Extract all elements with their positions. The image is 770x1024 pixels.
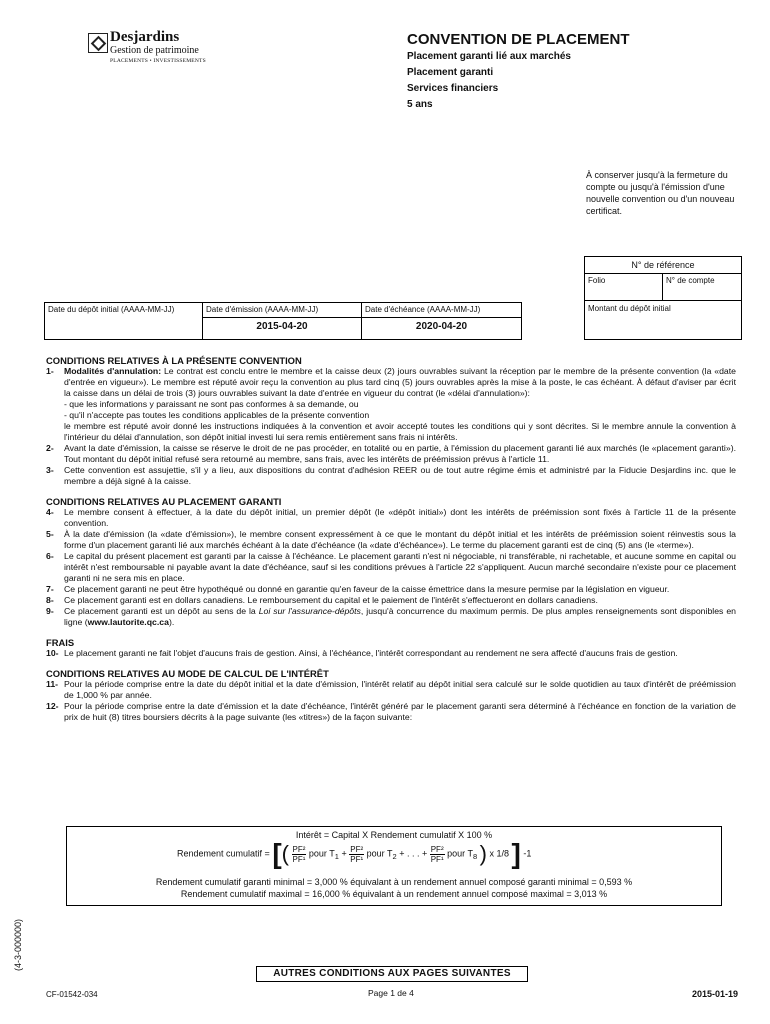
section-title-interet: CONDITIONS RELATIVES AU MODE DE CALCUL DE L'INTÉRÊT — [46, 668, 329, 679]
retention-note: À conserver jusqu'à la fermeture du compte ou jusqu'à l'émission d'une nouvelle convention ou d'un nouveau certificat. — [586, 170, 735, 216]
clause-number: 2- — [46, 443, 54, 453]
clause-number: 10- — [46, 648, 59, 658]
interest-formula: Intérêt = Capital X Rendement cumulatif X 100 % — [295, 830, 493, 840]
account-number-label: N° de compte — [666, 276, 715, 285]
issue-date-value: 2015-04-20 — [256, 321, 308, 332]
initial-deposit-date-field[interactable] — [44, 302, 203, 340]
maturity-date-field[interactable] — [362, 302, 522, 340]
clause-11-text: Pour la période comprise entre la date du dépôt initial et la date d'émission, l'intérêt relatif au dépôt initial sera calculé sur le solde quotidien au taux d'intérêt de préémission de 1,000 % par année. — [64, 679, 736, 700]
maturity-date-value: 2020-04-20 — [415, 321, 468, 332]
clause-10-text: Le placement garanti ne fait l'objet d'aucuns frais de gestion. Ainsi, à l'échéance, l'intérêt correspondant au rendement ne sera affecté d'aucuns frais de gestion. — [64, 648, 678, 658]
clause-9-text-c: ). — [168, 617, 175, 627]
side-form-code: (4-3-000000) — [13, 918, 24, 972]
folio-label: Folio — [588, 276, 606, 285]
clause-9-text-a: Ce placement garanti est un dépôt au sens de la — [64, 606, 259, 616]
clause-number: 5- — [46, 529, 54, 539]
clause-10 — [46, 648, 736, 659]
issue-date-field[interactable] — [203, 302, 362, 340]
clause-6 — [46, 551, 736, 584]
clause-5-text: À la date d'émission (la «date d'émission»), le membre consent expressément à ce que le montant du dépôt initial et les intérêts de préémission soient réinvestis sous la forme d'un placement garanti lié aux marchés échéant à la date d'échéance (la «date d'échéance»). Le terme du placement garanti est de cinq (5) ans (le «terme»). — [64, 529, 736, 550]
clause-3 — [46, 465, 736, 487]
document-subtitle-4: 5 ans — [407, 99, 433, 110]
clause-7-text: Ce placement garanti ne peut être hypothéqué ou donné en garantie qu'en faveur de la caisse émettrice dans la mesure permise par la législation en vigueur. — [64, 584, 670, 594]
clause-number: 9- — [46, 606, 54, 616]
form-id: CF-01542-034 — [46, 990, 98, 999]
clause-7 — [46, 584, 736, 595]
clause-1-end: le membre est réputé avoir donné les instructions indiquées à la convention et avoir accepté toutes les conditions qui y sont décrites. Si le membre annule la convention à l'intérieur du délai d'annulation, son dépôt initial investi lui sera remis entièrement sans frais ni intérêts. — [64, 421, 736, 442]
lautorite-link[interactable]: www.lautorite.qc.ca — [87, 617, 169, 627]
cumulative-return-label: Rendement cumulatif = — [177, 848, 270, 859]
maturity-date-label: Date d'échéance (AAAA-MM-JJ) — [365, 305, 481, 314]
clause-9-law-title: Loi sur l'assurance-dépôts — [258, 606, 361, 616]
desjardins-logo-icon — [88, 33, 108, 53]
clause-5 — [46, 529, 736, 551]
clause-1 — [46, 366, 736, 443]
clause-8 — [46, 595, 736, 606]
minimum-return-line: Rendement cumulatif garanti minimal = 3,000 % équivalant à un rendement annuel composé garanti minimal = 0,593 % — [155, 877, 633, 887]
section-title-convention: CONDITIONS RELATIVES À LA PRÉSENTE CONVENTION — [46, 355, 302, 366]
clause-1-bullet-1: - que les informations y paraissant ne sont pas conformes à sa demande, ou — [64, 399, 359, 409]
clause-number: 8- — [46, 595, 54, 605]
clause-number: 12- — [46, 701, 59, 711]
clause-number: 4- — [46, 507, 54, 517]
initial-deposit-amount-field[interactable] — [585, 301, 741, 316]
clause-3-text: Cette convention est assujettie, s'il y a lieu, aux dispositions du contrat d'adhésion REER ou de tout autre régime émis et administré par la Fiducie Desjardins inc. que le membre a déjà signé à la caisse. — [64, 465, 736, 486]
clause-12-text: Pour la période comprise entre la date d'émission et la date d'échéance, l'intérêt généré par le placement garanti sera déterminé à l'échéance en fonction de la variation de prix de huit (8) titres boursiers décrits à la page suivante (les «titres») de la façon suivante: — [64, 701, 736, 722]
clause-4 — [46, 507, 736, 529]
clause-number: 7- — [46, 584, 54, 594]
issue-date-label: Date d'émission (AAAA-MM-JJ) — [206, 305, 319, 314]
continued-banner: AUTRES CONDITIONS AUX PAGES SUIVANTES — [256, 966, 528, 982]
clause-2-text: Avant la date d'émission, la caisse se réserve le droit de ne pas procéder, en totalité ou en partie, à l'émission du placement garanti lié aux marchés (le «placement garanti»). Tout montant du dépôt initial refusé sera retourné au membre, sans frais, avec les intérêts de préémission prévus à l'article 11. — [64, 443, 736, 464]
clause-number: 6- — [46, 551, 54, 561]
reference-box — [584, 256, 742, 340]
initial-deposit-date-label: Date du dépôt initial (AAAA-MM-JJ) — [48, 305, 175, 314]
maximum-return-line: Rendement cumulatif maximal = 16,000 % équivalant à un rendement annuel composé maximal = 3,013 % — [180, 889, 608, 899]
document-subtitle-2: Placement garanti — [407, 67, 494, 78]
clause-number: 1- — [46, 366, 54, 376]
reference-header: N° de référence — [585, 257, 741, 274]
initial-deposit-amount-label: Montant du dépôt initial — [588, 304, 671, 313]
clause-1-lead: Modalités d'annulation: — [64, 366, 162, 376]
clause-6-text: Le capital du présent placement est garanti par la caisse à l'échéance. Le placement garanti n'est ni négociable, ni transférable, ni rachetable, et aucune somme en capital ou intérêt n'est remboursable ni payable avant la date d'échéance, sauf si les conditions prévues à l'article 22 s'appliquent. Aucun marché secondaire n'existe pour ce placement garanti ni ne sera mis en place. — [64, 551, 736, 583]
section-title-placement: CONDITIONS RELATIVES AU PLACEMENT GARANTI — [46, 496, 282, 507]
clause-8-text: Ce placement garanti est en dollars canadiens. Le remboursement du capital et le paiement de l'intérêt s'effectueront en dollars canadiens. — [64, 595, 598, 605]
clause-1-bullet-2: - qu'il n'accepte pas toutes les conditions applicables de la présente convention — [64, 410, 370, 420]
form-date: 2015-01-19 — [692, 989, 739, 999]
brand-name: Desjardins — [110, 29, 180, 45]
clause-1-text: Le contrat est conclu entre le membre et la caisse deux (2) jours ouvrables suivant la réception par le membre de la présente convention (la «date d'entrée en vigueur»). Le membre est réputé avoir reçu la convention au plus tard cinq (5) jours ouvrables après la mise à la poste, le cas échéant. À défaut d'aviser par écrit la caisse dans un délai de trois (3) jours ouvrables suivant la date d'entrée en vigueur du contrat (le «délai d'annulation»): — [64, 366, 736, 398]
clause-9-text-b: , jusqu'à concurrence du maximum permis. De plus amples renseignements sont disponibles en ligne ( — [64, 606, 736, 627]
document-subtitle-3: Services financiers — [407, 83, 499, 94]
cumulative-return-formula: Rendement cumulatif = [( $\frac{\text{PF²}}{\text{PF¹}}$ pour $T_1$ + $\frac{\text{PF²}}{\text{PF¹}}$ pour $T_2$ + . . . + $\frac{\text{PF²}}{\text{PF¹}}$ pour $T_8$ ) x 1/8 ] -1 — [177, 838, 532, 869]
clause-12 — [46, 701, 736, 723]
clause-11 — [46, 679, 736, 701]
clause-4-text: Le membre consent à effectuer, à la date du dépôt initial, un premier dépôt (le «dépôt initial») dont les intérêts de préémission sont fixés à l'article 11 de la présente convention. — [64, 507, 736, 528]
clause-9 — [46, 606, 736, 628]
clause-number: 3- — [46, 465, 54, 475]
conditions-body — [46, 355, 736, 723]
document-title: CONVENTION DE PLACEMENT — [407, 31, 630, 48]
clause-2 — [46, 443, 736, 465]
section-title-frais: FRAIS — [46, 637, 75, 648]
brand-subtitle: Gestion de patrimoine — [110, 45, 199, 56]
document-subtitle-1: Placement garanti lié aux marchés — [407, 51, 571, 62]
page-number: Page 1 de 4 — [368, 988, 414, 998]
interest-formula-box — [66, 826, 722, 906]
folio-field[interactable] — [585, 273, 663, 301]
account-number-field[interactable] — [663, 273, 742, 301]
clause-number: 11- — [46, 679, 59, 689]
brand-tagline: PLACEMENTS • INVESTISSEMENTS — [110, 58, 206, 64]
